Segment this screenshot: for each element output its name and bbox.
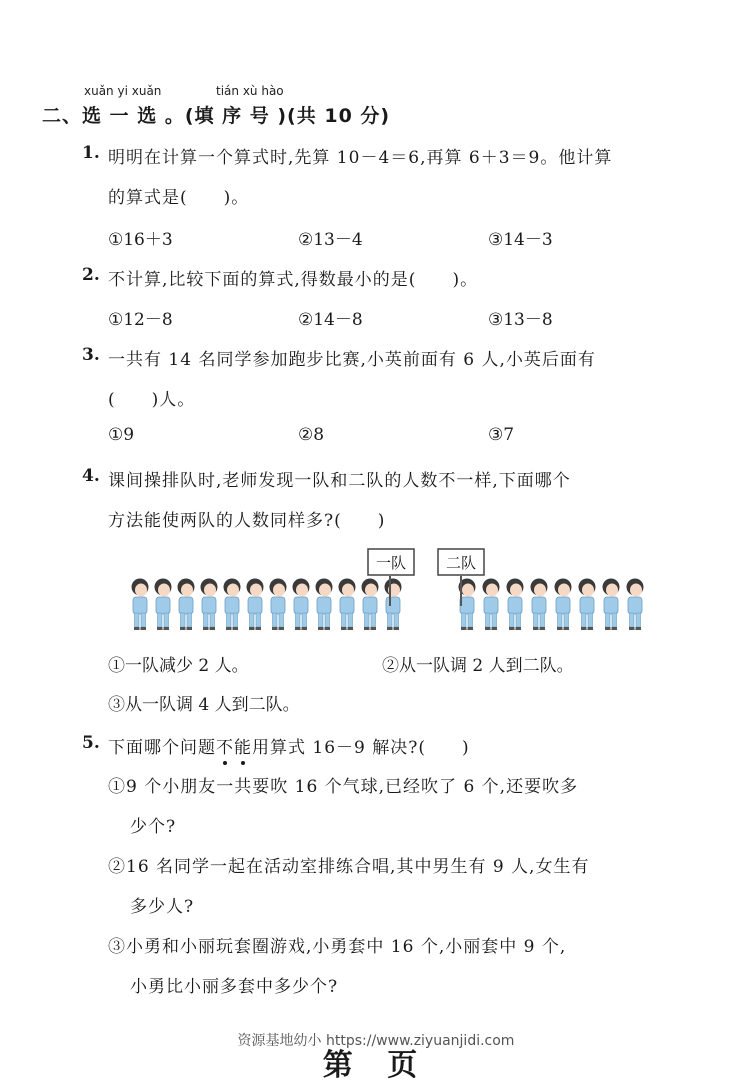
question-5-line — [108, 733, 470, 758]
question-5-option-3-line-1: ③小勇和小丽玩套圈游戏,小勇套中 16 个,小丽套中 9 个, — [108, 937, 567, 957]
child-team-1-12 — [385, 579, 402, 631]
question-5-option-2-line-2: 多少人? — [130, 897, 195, 917]
child-team-2-8 — [627, 579, 644, 631]
question-5-text-pre: 下面哪个问题 — [108, 738, 216, 758]
question-4-option-1: ①一队减少 2 人。 — [108, 656, 249, 676]
question-5-option-3-line-2: 小勇比小丽多套中多少个? — [130, 977, 339, 997]
footer-page-label: 第 页 — [322, 1048, 430, 1083]
child-team-2-4 — [531, 579, 548, 631]
question-1-option-2: ②13－4 — [298, 230, 363, 250]
child-team-1-4 — [201, 579, 218, 631]
child-team-1-6 — [247, 579, 264, 631]
child-team-1-1 — [132, 579, 149, 631]
child-team-2-2 — [483, 579, 500, 631]
question-2-line-1: 不计算,比较下面的算式,得数最小的是( )。 — [108, 270, 479, 290]
section-heading: 二、选 一 选 。(填 序 号 )(共 10 分) — [42, 105, 391, 127]
question-2-option-3: ③13－8 — [488, 310, 553, 330]
child-team-2-6 — [579, 579, 596, 631]
question-5-option-1-line-1: ①9 个小朋友一共要吹 16 个气球,已经吹了 6 个,还要吹多 — [108, 777, 579, 797]
question-4-line-1: 课间操排队时,老师发现一队和二队的人数不一样,下面哪个 — [108, 471, 571, 491]
question-4-option-2: ②从一队调 2 人到二队。 — [382, 656, 574, 676]
pinyin-xuanyixuan: xuǎn yi xuǎn — [84, 84, 162, 98]
question-2-option-2: ②14－8 — [298, 310, 363, 330]
question-4-number: 4. — [82, 466, 100, 486]
question-5-option-2-line-1: ②16 名同学一起在活动室排练合唱,其中男生有 9 人,女生有 — [108, 857, 590, 877]
question-2-option-1: ①12－8 — [108, 310, 173, 330]
sign-team-1-label: 一队 — [375, 554, 407, 572]
question-5-option-1-line-2: 少个? — [130, 817, 177, 837]
emphasis-dot-char: 不 — [216, 738, 234, 758]
question-1-number: 1. — [82, 143, 100, 163]
footer-watermark-url: 资源基地幼小 https://www.ziyuanjidi.com — [237, 1033, 515, 1049]
child-team-2-7 — [603, 579, 620, 631]
question-3-option-2: ②8 — [298, 425, 325, 445]
child-team-2-5 — [555, 579, 572, 631]
child-team-1-11 — [362, 579, 379, 631]
question-1-line-1: 明明在计算一个算式时,先算 10－4＝6,再算 6＋3＝9。他计算 — [108, 148, 613, 168]
children-figures — [132, 579, 644, 631]
pinyin-tianxuhao: tián xù hào — [216, 84, 284, 98]
child-team-1-8 — [293, 579, 310, 631]
child-team-1-10 — [339, 579, 356, 631]
question-5-number: 5. — [82, 733, 100, 753]
question-5-emphasis — [216, 738, 252, 758]
question-4-line-2: 方法能使两队的人数同样多?( ) — [108, 511, 386, 531]
question-3-option-3: ③7 — [488, 425, 515, 445]
child-team-1-3 — [178, 579, 195, 631]
child-team-1-7 — [270, 579, 287, 631]
question-3-line-2: ( )人。 — [108, 390, 196, 410]
child-team-1-5 — [224, 579, 241, 631]
question-2-number: 2. — [82, 265, 100, 285]
question-5-text-post: 用算式 16－9 解决?( ) — [252, 738, 470, 758]
child-team-1-9 — [316, 579, 333, 631]
question-1-line-2: 的算式是( )。 — [108, 188, 250, 208]
question-4-option-3: ③从一队调 4 人到二队。 — [108, 695, 300, 715]
question-5-emphasis-text — [216, 738, 252, 758]
sign-team-2 — [438, 549, 484, 606]
question-3-line-1: 一共有 14 名同学参加跑步比赛,小英前面有 6 人,小英后面有 — [108, 350, 596, 370]
question-1-option-3: ③14－3 — [488, 230, 553, 250]
question-3-option-1: ①9 — [108, 425, 135, 445]
child-team-2-3 — [507, 579, 524, 631]
child-team-1-2 — [155, 579, 172, 631]
question-3-number: 3. — [82, 345, 100, 365]
question-1-option-1: ①16＋3 — [108, 230, 173, 250]
sign-team-2-label: 二队 — [445, 554, 477, 572]
emphasis-dot-char: 能 — [234, 738, 252, 758]
